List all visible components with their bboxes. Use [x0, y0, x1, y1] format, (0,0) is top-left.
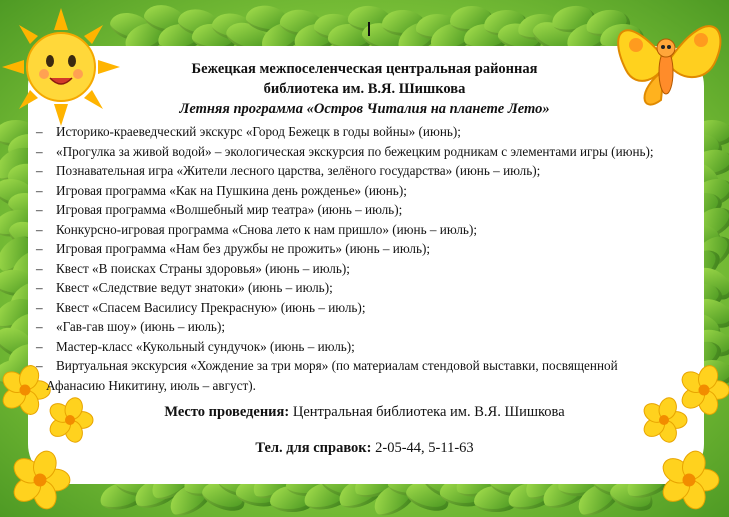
- program-title: Летняя программа «Остров Читалия на планете Лето»: [179, 101, 550, 117]
- list-item: [36, 317, 716, 337]
- list-item-text-continued: Афанасию Никитину, июль – август).: [46, 377, 256, 393]
- list-item: [36, 298, 716, 318]
- list-item-text: Квест «В поисках Страны здоровья» (июнь – июль);: [56, 260, 350, 276]
- list-item: [36, 337, 716, 357]
- bullet-dash: –: [36, 143, 43, 159]
- bullet-dash: –: [36, 299, 43, 315]
- list-item-text: Мастер-класс «Кукольный сундучок» (июнь – июль);: [56, 338, 355, 354]
- list-item: [36, 220, 716, 240]
- list-item-text: Игровая программа «Волшебный мир театра» (июнь – июль);: [56, 202, 403, 217]
- list-item-text: «Гав-гав шоу» (июнь – июль);: [56, 319, 225, 334]
- list-item-text: Познавательная игра «Жители лесного царства, зелёного государства» (июнь – июль);: [56, 163, 541, 178]
- list-item-text: Виртуальная экскурсия «Хождение за три моря» (по материалам стендовой выставки, посвященной: [56, 358, 618, 373]
- list-item-text: Историко-краеведческий экскурс «Город Бежецк в годы войны» (июнь);: [56, 124, 461, 139]
- venue-label: Место проведения:: [164, 404, 290, 420]
- bullet-dash: –: [36, 182, 43, 198]
- list-item: [36, 356, 716, 395]
- list-item: [36, 200, 716, 220]
- text-cursor-mark: [368, 22, 370, 36]
- list-item: [36, 181, 716, 201]
- list-item-text: Игровая программа «Нам без дружбы не прожить» (июнь – июль);: [56, 241, 431, 256]
- bullet-dash: –: [36, 260, 43, 276]
- phone-info: [0, 440, 729, 457]
- phone-label: Тел. для справок:: [255, 440, 372, 456]
- bullet-dash: –: [36, 163, 43, 178]
- list-item-text: Квест «Спасем Василису Прекрасную» (июнь – июль);: [56, 299, 366, 315]
- list-item-text: Квест «Следствие ведут знатоки» (июнь – июль);: [56, 280, 333, 295]
- list-item-text: Конкурсно-игровая программа «Снова лето к нам пришло» (июнь – июль);: [56, 221, 478, 237]
- library-title-line1: Бежецкая межпоселенческая центральная районная: [191, 61, 538, 77]
- bullet-dash: –: [36, 319, 43, 334]
- venue: [0, 404, 729, 421]
- phone-value: 2-05-44, 5-11-63: [371, 440, 474, 456]
- list-item-text: «Прогулка за живой водой» – экологическая экскурсия по бежецким родникам с элементами игры (июнь);: [56, 143, 654, 159]
- library-title-line2: библиотека им. В.Я. Шишкова: [263, 81, 466, 97]
- bullet-dash: –: [36, 358, 43, 373]
- list-item: [36, 278, 716, 298]
- bullet-dash: –: [36, 124, 43, 139]
- list-item: [36, 122, 716, 142]
- bullet-dash: –: [36, 202, 43, 217]
- list-item: [36, 239, 716, 259]
- list-item: [36, 259, 716, 279]
- bullet-dash: –: [36, 221, 43, 237]
- bullet-dash: –: [36, 280, 43, 295]
- bullet-dash: –: [36, 338, 43, 354]
- bullet-dash: –: [36, 241, 43, 256]
- list-item: [36, 142, 716, 162]
- list-item-text: Игровая программа «Как на Пушкина день рожденье» (июнь);: [56, 182, 407, 198]
- event-list: [36, 122, 716, 395]
- venue-value: Центральная библиотека им. В.Я. Шишкова: [289, 404, 565, 420]
- list-item: [36, 161, 716, 181]
